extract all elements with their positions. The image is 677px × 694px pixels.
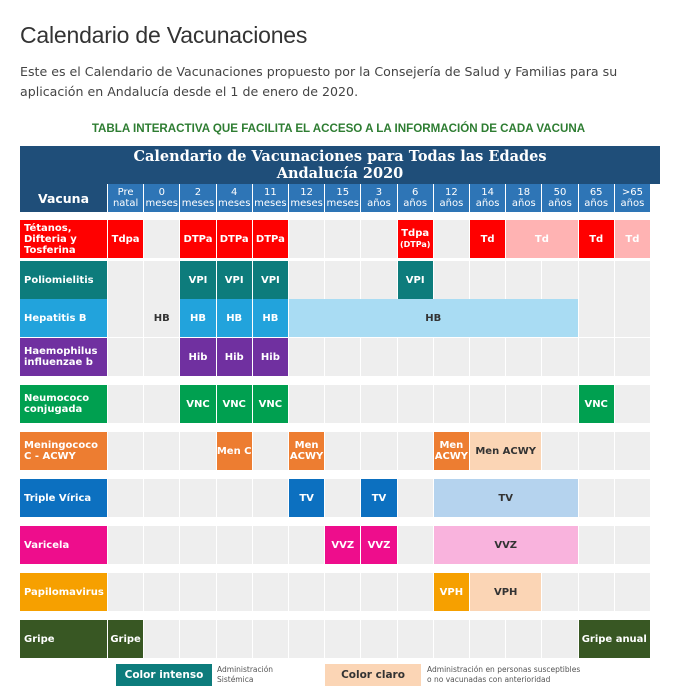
dose-label: HB: [153, 312, 170, 324]
dose-label: Hib: [188, 351, 208, 363]
empty-cell: [325, 432, 360, 470]
empty-cell: [542, 573, 577, 611]
age-header: [289, 184, 324, 212]
vaccine-name-8[interactable]: [20, 573, 107, 611]
empty-cell: [398, 338, 433, 376]
age-header-unit: meses: [145, 198, 179, 209]
age-header: [434, 184, 469, 212]
intro-text: Este es el Calendario de Vacunaciones propuesto por la Consejería de Salud y Familias para su aplicación en Andalucía desde el 1 de enero de 2020.: [20, 64, 618, 99]
dose-cell[interactable]: [361, 479, 396, 517]
dose-label: Gripe anual: [581, 633, 647, 645]
dose-cell[interactable]: [470, 432, 541, 470]
empty-cell: [579, 573, 614, 611]
age-header-value: 15: [336, 187, 350, 198]
dose-label: HB: [262, 312, 279, 324]
dose-label: VPH: [493, 586, 518, 598]
vaccine-name-6[interactable]: [20, 479, 107, 517]
dose-cell[interactable]: [217, 261, 252, 299]
empty-cell: [615, 479, 650, 517]
dose-cell[interactable]: [180, 385, 215, 423]
empty-cell: [217, 479, 252, 517]
vaccine-name-label: Varicela: [24, 539, 70, 551]
age-header-value: 6: [412, 187, 419, 198]
dose-cell[interactable]: [289, 479, 324, 517]
vacuna-header-label: Vacuna: [37, 190, 90, 206]
dose-label: Tdpa: [401, 228, 430, 239]
empty-cell: [579, 299, 614, 337]
legend-light-label: Color claro: [341, 669, 405, 681]
legend-intense-text-1: Administración: [217, 665, 274, 674]
age-header: [253, 184, 288, 212]
dose-label: VVZ: [367, 539, 391, 551]
dose-cell[interactable]: [217, 432, 252, 470]
empty-cell: [253, 573, 288, 611]
dose-label: VNC: [584, 398, 608, 410]
dose-label: Men: [439, 440, 464, 451]
empty-cell: [398, 526, 433, 564]
age-header-value: 12: [300, 187, 313, 198]
vaccine-name-1[interactable]: [20, 261, 107, 299]
empty-cell: [579, 479, 614, 517]
empty-cell: [361, 573, 396, 611]
dose-label: Men ACWY: [475, 445, 537, 457]
age-header: [506, 184, 541, 212]
age-header-unit: meses: [181, 198, 215, 209]
empty-cell: [289, 573, 324, 611]
dose-label: TV: [498, 492, 513, 504]
dose-label: VPH: [439, 586, 464, 598]
empty-cell: [144, 338, 179, 376]
empty-cell: [253, 526, 288, 564]
dose-cell[interactable]: [470, 220, 505, 258]
dose-label: DTPa: [255, 233, 285, 245]
dose-label: TV: [371, 492, 387, 504]
dose-label: DTPa: [183, 233, 213, 245]
empty-cell: [361, 385, 396, 423]
dose-cell[interactable]: [108, 220, 143, 258]
vaccine-name-label: Poliomielitis: [24, 274, 94, 286]
legend-intense-label: Color intenso: [124, 669, 204, 681]
dose-sublabel: ACWY: [289, 451, 324, 462]
legend-light-text-2: o no vacunadas con anterioridad: [427, 675, 551, 684]
dose-cell[interactable]: [434, 479, 578, 517]
dose-label: TV: [299, 492, 314, 504]
empty-cell: [615, 385, 650, 423]
age-header-value: 18: [517, 187, 531, 198]
empty-cell: [180, 432, 215, 470]
vaccine-name-label: Haemophilus influenzae b: [24, 346, 98, 368]
empty-cell: [398, 432, 433, 470]
age-header-unit: años: [511, 198, 536, 209]
empty-cell: [217, 526, 252, 564]
empty-cell: [217, 573, 252, 611]
dose-cell[interactable]: [217, 299, 252, 337]
empty-cell: [253, 620, 288, 658]
dose-cell[interactable]: [434, 573, 469, 611]
dose-cell[interactable]: [253, 220, 288, 258]
vaccine-name-label: Papilomavirus: [24, 586, 104, 598]
dose-label: VPI: [188, 274, 208, 286]
dose-cell[interactable]: [615, 220, 650, 258]
empty-cell: [542, 261, 577, 299]
empty-cell: [144, 573, 179, 611]
vacuna-header: [20, 184, 107, 212]
dose-cell[interactable]: [398, 220, 433, 258]
age-header: [144, 184, 179, 212]
vaccine-name-4[interactable]: [20, 385, 107, 423]
empty-cell: [579, 338, 614, 376]
empty-cell: [615, 261, 650, 299]
vaccine-name-label: Neumococo conjugada: [24, 393, 90, 415]
dose-cell[interactable]: [180, 220, 215, 258]
empty-cell: [144, 385, 179, 423]
empty-cell: [325, 573, 360, 611]
age-header-unit: meses: [254, 198, 287, 209]
table-title-line2: Andalucía 2020: [276, 165, 404, 182]
empty-cell: [289, 261, 324, 299]
empty-cell: [579, 261, 614, 299]
empty-cell: [144, 220, 179, 258]
empty-cell: [615, 573, 650, 611]
empty-cell: [542, 385, 577, 423]
empty-cell: [289, 385, 324, 423]
empty-cell: [253, 479, 288, 517]
age-header-unit: años: [367, 198, 391, 209]
empty-cell: [108, 261, 143, 299]
empty-cell: [434, 620, 469, 658]
empty-cell: [180, 573, 215, 611]
dose-cell[interactable]: [289, 432, 324, 470]
empty-cell: [542, 432, 577, 470]
empty-cell: [615, 432, 650, 470]
dose-label: VPI: [405, 274, 425, 286]
empty-cell: [144, 479, 179, 517]
dose-label: HB: [189, 312, 206, 324]
empty-cell: [542, 620, 577, 658]
age-header-unit: años: [475, 198, 500, 209]
empty-cell: [325, 261, 360, 299]
dose-sublabel: (DTPa): [399, 240, 431, 249]
dose-cell[interactable]: [217, 220, 252, 258]
legend-light-box: [325, 664, 421, 686]
dose-label: Td: [480, 233, 495, 245]
age-header: [579, 184, 614, 212]
vaccine-name-label: Gripe: [24, 633, 55, 645]
dose-cell[interactable]: [579, 220, 614, 258]
empty-cell: [615, 299, 650, 337]
vaccine-name-label: Tétanos, Difteria y Tosferina: [24, 222, 77, 256]
empty-cell: [289, 338, 324, 376]
empty-cell: [325, 220, 360, 258]
age-header-unit: meses: [326, 198, 360, 209]
dose-cell[interactable]: [253, 261, 288, 299]
empty-cell: [579, 526, 614, 564]
empty-cell: [542, 338, 577, 376]
age-header: [361, 184, 396, 212]
legend-intense-text-2: Sistémica: [217, 675, 254, 684]
dose-label: Men: [294, 440, 319, 451]
empty-cell: [470, 261, 505, 299]
table-title: [20, 146, 660, 184]
dose-cell[interactable]: [144, 299, 179, 337]
age-header: [325, 184, 360, 212]
empty-cell: [398, 620, 433, 658]
dose-cell[interactable]: [180, 338, 215, 376]
empty-cell: [361, 338, 396, 376]
empty-cell: [398, 479, 433, 517]
age-header: [542, 184, 577, 212]
empty-cell: [506, 620, 541, 658]
legend-intense-text: [217, 665, 273, 685]
dose-label: VNC: [222, 398, 246, 410]
empty-cell: [108, 479, 143, 517]
age-header-value: 2: [194, 187, 202, 198]
empty-cell: [615, 526, 650, 564]
empty-cell: [506, 261, 541, 299]
age-header-unit: natal: [112, 198, 139, 209]
dose-label: VNC: [258, 398, 283, 410]
dose-cell[interactable]: [217, 385, 252, 423]
dose-cell[interactable]: [325, 526, 360, 564]
empty-cell: [108, 338, 143, 376]
dose-cell[interactable]: [398, 261, 433, 299]
empty-cell: [108, 573, 143, 611]
empty-cell: [144, 432, 179, 470]
vaccine-name-2[interactable]: [20, 299, 107, 337]
dose-cell[interactable]: [253, 299, 288, 337]
age-header-unit: años: [584, 198, 609, 209]
empty-cell: [470, 620, 505, 658]
vaccine-name-0[interactable]: [20, 220, 107, 258]
empty-cell: [615, 338, 650, 376]
age-header: [615, 184, 650, 212]
empty-cell: [434, 385, 469, 423]
dose-cell[interactable]: [361, 526, 396, 564]
dose-cell[interactable]: [579, 620, 650, 658]
dose-label: Men C: [216, 445, 252, 457]
vaccine-name-label: Meningococo C - ACWY: [24, 440, 99, 462]
dose-label: VVZ: [494, 539, 518, 551]
empty-cell: [289, 526, 324, 564]
empty-cell: [325, 338, 360, 376]
age-header-value: 12: [445, 187, 458, 198]
age-header-value: Pre: [117, 187, 134, 198]
age-header: [398, 184, 433, 212]
dose-cell[interactable]: [180, 299, 215, 337]
dose-label: VVZ: [331, 539, 355, 551]
empty-cell: [398, 385, 433, 423]
empty-cell: [470, 338, 505, 376]
empty-cell: [108, 299, 143, 337]
empty-cell: [325, 479, 360, 517]
age-header-value: >65: [621, 187, 643, 198]
age-header: [217, 184, 252, 212]
table-subtitle: TABLA INTERACTIVA QUE FACILITA EL ACCESO A LA INFORMACIÓN DE CADA VACUNA: [91, 122, 586, 135]
empty-cell: [506, 338, 541, 376]
empty-cell: [253, 432, 288, 470]
dose-label: Td: [534, 233, 549, 245]
dose-cell[interactable]: [434, 526, 578, 564]
empty-cell: [108, 385, 143, 423]
vaccine-name-3[interactable]: [20, 338, 107, 376]
dose-label: Hib: [260, 351, 280, 363]
empty-cell: [108, 432, 143, 470]
age-header-unit: años: [439, 198, 464, 209]
empty-cell: [434, 220, 469, 258]
dose-label: Gripe: [110, 633, 141, 645]
age-header-unit: meses: [217, 198, 251, 209]
empty-cell: [470, 385, 505, 423]
empty-cell: [434, 261, 469, 299]
empty-cell: [361, 432, 396, 470]
empty-cell: [289, 220, 324, 258]
vaccine-name-9[interactable]: [20, 620, 107, 658]
dose-label: Td: [625, 233, 640, 245]
age-header-value: 50: [553, 187, 567, 198]
age-header-unit: años: [548, 198, 572, 209]
dose-label: HB: [226, 312, 243, 324]
legend-light-text-1: Administración en personas susceptibles: [427, 665, 581, 674]
age-header-value: 14: [481, 187, 494, 198]
dose-cell[interactable]: [506, 220, 577, 258]
dose-cell[interactable]: [470, 573, 541, 611]
age-header-value: 3: [375, 187, 383, 198]
age-header-value: 4: [231, 187, 238, 198]
vaccine-name-5[interactable]: [20, 432, 107, 470]
table-title-line1: Calendario de Vacunaciones para Todas las Edades: [133, 148, 547, 165]
age-header-unit: años: [403, 198, 428, 209]
empty-cell: [398, 573, 433, 611]
empty-cell: [579, 432, 614, 470]
empty-cell: [361, 261, 396, 299]
dose-label: Tdpa: [111, 233, 140, 245]
age-header-unit: meses: [290, 198, 323, 209]
empty-cell: [434, 338, 469, 376]
age-header: [180, 184, 215, 212]
empty-cell: [108, 526, 143, 564]
dose-label: VPI: [260, 274, 280, 286]
dose-cell[interactable]: [217, 338, 252, 376]
dose-cell[interactable]: [253, 338, 288, 376]
empty-cell: [325, 385, 360, 423]
empty-cell: [144, 526, 179, 564]
age-header-unit: años: [620, 198, 645, 209]
empty-cell: [325, 620, 360, 658]
empty-cell: [506, 385, 541, 423]
dose-cell[interactable]: [579, 385, 614, 423]
empty-cell: [144, 620, 179, 658]
empty-cell: [180, 479, 215, 517]
dose-cell[interactable]: [289, 299, 578, 337]
legend-light-text: [427, 665, 580, 685]
empty-cell: [217, 620, 252, 658]
age-header: [108, 184, 143, 212]
legend-intense-box: [116, 664, 212, 686]
dose-label: VNC: [186, 398, 210, 410]
vaccination-table: [20, 146, 660, 659]
age-header: [470, 184, 505, 212]
dose-label: DTPa: [219, 233, 249, 245]
dose-cell[interactable]: [180, 261, 215, 299]
vaccine-name-label: Hepatitis B: [24, 312, 87, 324]
age-header-value: 65: [589, 187, 603, 198]
dose-cell[interactable]: [434, 432, 469, 470]
empty-cell: [180, 620, 215, 658]
empty-cell: [361, 220, 396, 258]
dose-sublabel: ACWY: [434, 451, 469, 462]
dose-cell[interactable]: [108, 620, 143, 658]
dose-label: HB: [425, 312, 442, 324]
dose-label: Td: [589, 233, 604, 245]
age-header-value: 0: [158, 187, 165, 198]
vaccine-name-7[interactable]: [20, 526, 107, 564]
dose-label: Hib: [224, 351, 244, 363]
dose-cell[interactable]: [253, 385, 288, 423]
age-header-value: 11: [264, 187, 277, 198]
empty-cell: [289, 620, 324, 658]
empty-cell: [361, 620, 396, 658]
page-title: Calendario de Vacunaciones: [20, 22, 308, 48]
empty-cell: [144, 261, 179, 299]
dose-label: VPI: [224, 274, 244, 286]
empty-cell: [180, 526, 215, 564]
vaccine-name-label: Triple Vírica: [24, 492, 92, 504]
